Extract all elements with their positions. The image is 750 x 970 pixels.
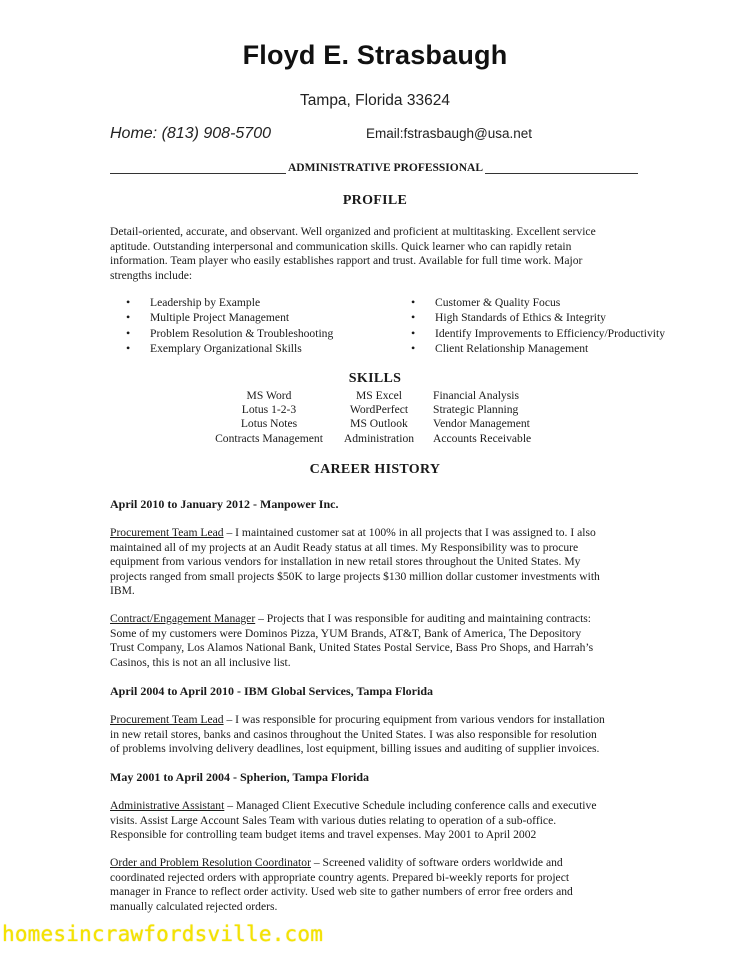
role-text: manager in France to reflect order activity. Used web site to gather numbers of error free orders and <box>110 885 573 899</box>
title-rule-left <box>110 164 286 174</box>
profile-line: Detail-oriented, accurate, and observant. Well organized and proficient at multitasking. Excellent service <box>110 225 596 238</box>
skill-item: MS Outlook <box>350 417 408 431</box>
role-text: in new retail stores, banks and casinos throughout the United States. I was also responsible for resolution <box>110 727 597 741</box>
job-heading-ibm: April 2004 to April 2010 - IBM Global Services, Tampa Florida <box>110 684 434 698</box>
role-text: – I maintained customer sat at 100% in all projects that I was assigned to. I also <box>223 526 596 539</box>
skill-item: Contracts Management <box>215 431 323 445</box>
skills-table <box>205 389 545 446</box>
strength-item: • Client Relationship Management <box>411 341 686 356</box>
profile-line: information. Team player who easily establishes rapport and trust. Available for full time work. Major <box>110 254 583 268</box>
title-rule-right <box>485 164 638 174</box>
profile-line: strengths include: <box>110 268 193 282</box>
role-text: – Projects that I was responsible for auditing and maintaining contracts: <box>255 612 592 625</box>
strength-item: • Leadership by Example <box>126 295 411 310</box>
skills-heading: SKILLS <box>348 371 402 386</box>
skill-item: MS Word <box>246 389 292 402</box>
role-text: Responsible for controlling team budget items and travel expenses. May 2001 to April 2002 <box>110 828 537 842</box>
skill-item: Financial Analysis <box>433 389 519 402</box>
role-text: – Screened validity of software orders worldwide and <box>310 856 563 869</box>
role-title: Procurement Team Lead <box>110 526 224 539</box>
strength-item: • High Standards of Ethics & Integrity <box>411 310 686 325</box>
strength-item: • Identify Improvements to Efficiency/Productivity <box>411 326 686 341</box>
role-text: coordinated rejected orders with appropriate country agents. Prepared bi-weekly reports for project <box>110 870 570 884</box>
role-text: IBM. <box>110 584 135 598</box>
role-text: visits. Assist Large Account Sales Team with various duties relating to operation of a sub-office. <box>110 813 557 827</box>
role-text: manually calculated rejected orders. <box>110 899 278 913</box>
job-description <box>110 612 684 670</box>
skill-item: MS Excel <box>355 389 403 402</box>
role-text: Trust Company, Los Alamos National Bank, United States Postal Service, Bass Pro Shops, and Harrah’s <box>110 641 594 655</box>
role-text: of problems involving delivery deadlines, lost equipment, billing issues and auditing of supplier invoices. <box>110 742 600 756</box>
skill-item: Accounts Receivable <box>433 431 532 445</box>
skill-item: Lotus 1-2-3 <box>241 403 297 417</box>
role-text: – I was responsible for procuring equipment from various vendors for installation <box>223 713 605 726</box>
professional-title-row <box>110 162 638 174</box>
job-description <box>110 856 684 914</box>
job-description <box>110 713 684 757</box>
job-description <box>110 526 684 599</box>
role-text: Casinos, this is not an all inclusive list. <box>110 655 291 669</box>
skill-item: WordPerfect <box>349 403 409 417</box>
role-text: – Managed Client Executive Schedule including conference calls and executive <box>224 799 597 812</box>
site-watermark: homesincrawfordsville.com <box>2 922 324 946</box>
job-heading-manpower: April 2010 to January 2012 - Manpower Inc. <box>110 497 339 511</box>
skill-item: Administration <box>343 431 415 445</box>
strength-item: • Multiple Project Management <box>126 310 411 325</box>
role-text: equipment from various vendors for installation in new retail stores throughout the United States. My <box>110 555 581 569</box>
skills-column <box>425 389 545 446</box>
home-phone: Home: (813) 908-5700 <box>110 125 271 142</box>
career-heading: CAREER HISTORY <box>309 462 441 477</box>
role-title: Procurement Team Lead <box>110 713 224 726</box>
job-description <box>110 799 684 843</box>
email-address: Email:fstrasbaugh@usa.net <box>366 126 533 141</box>
candidate-name: Floyd E. Strasbaugh <box>242 40 508 70</box>
city-state-zip: Tampa, Florida 33624 <box>300 92 450 109</box>
skill-item: Vendor Management <box>433 417 530 431</box>
profile-summary <box>110 225 684 283</box>
role-title: Order and Problem Resolution Coordinator <box>110 856 311 869</box>
strength-item: • Exemplary Organizational Skills <box>126 341 411 356</box>
strength-item: • Problem Resolution & Troubleshooting <box>126 326 411 341</box>
profile-line: aptitude. Outstanding interpersonal and communication skills. Quick learner who can rapidly retain <box>110 239 572 253</box>
skill-item: Strategic Planning <box>433 403 519 417</box>
role-text: maintained all of my projects at an Audit Ready status at all times. My Responsibility was to procure <box>110 540 579 554</box>
skill-item: Lotus Notes <box>240 417 298 431</box>
job-heading-spherion: May 2001 to April 2004 - Spherion, Tampa Florida <box>110 770 370 784</box>
role-title: Contract/Engagement Manager <box>110 612 256 625</box>
profile-heading: PROFILE <box>342 193 408 208</box>
strengths-list <box>126 295 686 357</box>
skills-column <box>205 389 333 446</box>
strength-item: • Customer & Quality Focus <box>411 295 686 310</box>
skills-column <box>333 389 425 446</box>
professional-title: ADMINISTRATIVE PROFESSIONAL <box>288 162 484 174</box>
role-text: Some of my customers were Dominos Pizza, YUM Brands, AT&T, Bank of America, The Depository <box>110 626 582 640</box>
role-title: Administrative Assistant <box>110 799 225 812</box>
role-text: projects ranged from small projects $50K to large projects $130 million dollar customer investments with <box>110 569 600 583</box>
